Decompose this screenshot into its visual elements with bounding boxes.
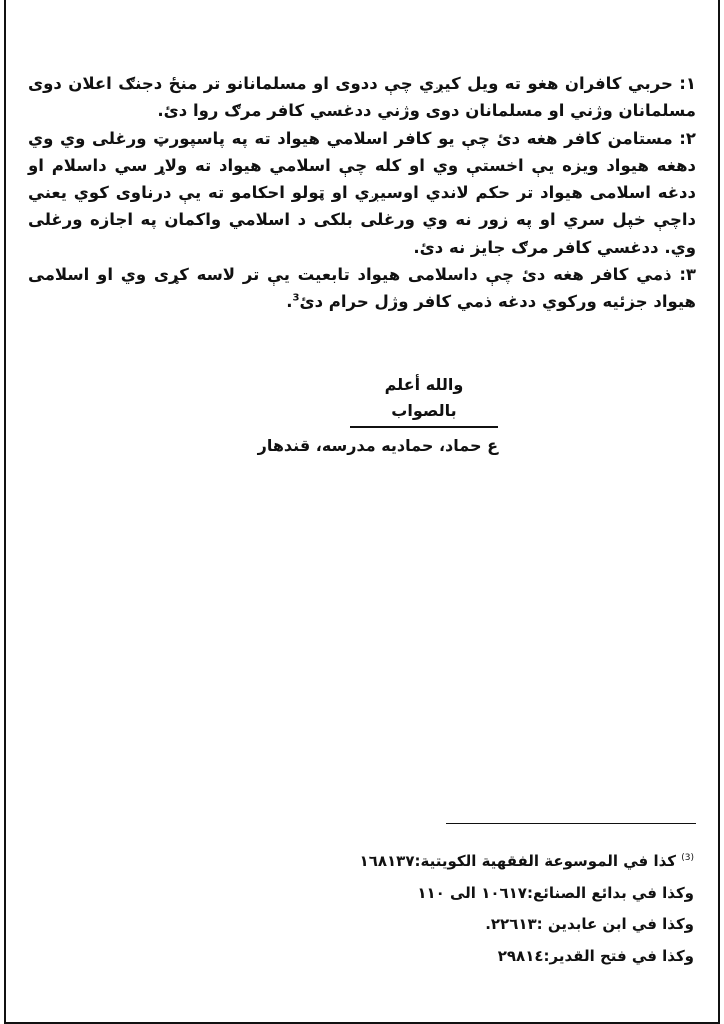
paragraph-dhimmi-end: . — [286, 292, 293, 312]
footnote-line — [360, 843, 694, 878]
paragraph-dhimmi-kafir — [28, 261, 696, 316]
footnotes — [360, 843, 694, 972]
footnote-marker: (3) — [681, 853, 694, 863]
main-text — [28, 70, 696, 316]
closing-block — [258, 372, 498, 460]
footnote-line: وكذا في ابن عابدين :٢٢٦١٣. — [485, 915, 694, 933]
footnote-divider — [446, 823, 696, 824]
closing-phrase: والله أعلم بالصواب — [350, 372, 498, 428]
paragraph-mustamin-kafir: ۲: مستامن کافر هغه دئ چې یو کافر اسلامي هیواد ته په پاسپورټ ورغلی وي وي دهغه هیواد ویزه یې اخستې وي او کله چې اسلامي هیواد ته ولاړ سي داسلام او ددغه اسلامی هیواد تر حکم لاندي اوسیږي او ټولو احکامو ته یې درناوی کوي یعني داچې خپل سري او په زور نه وي ورغلی بلکی د اسلامي واکمان په اجازه ورغلی وي. ددغسي کافر مرګ جایز نه دئ. — [28, 128, 696, 257]
footnote-line-text: كذا في الموسوعة الفقهية الكويتية:١٦٨١٣٧ — [359, 852, 676, 870]
signature: ع حماد، حمادیه مدرسه، قندهار — [257, 436, 498, 455]
paragraph-dhimmi-text: ۳: ذمي کافر هغه دئ چې داسلامی هیواد تابعیت یې تر لاسه کړی وي او اسلامی هیواد جزئیه ورکوي ددغه ذمي کافر وژل حرام دئ — [28, 265, 696, 312]
footnote-line: وكذا في فتح القدير:٢٩٨١٤ — [497, 946, 694, 965]
footnote-reference: 3 — [292, 292, 300, 304]
footnote-line: وكذا في بدائع الصنائع:١٠٦١٧ الى ١١٠ — [417, 883, 694, 902]
paragraph-harbi-kafir: ۱: حربي کافران هغو ته ویل کیږي چې ددوی او مسلمانانو تر منځ دجنګ اعلان دوی مسلمانان وژني او مسلمانان دوی وژني ددغسي کافر مرګ روا دئ. — [28, 74, 696, 121]
